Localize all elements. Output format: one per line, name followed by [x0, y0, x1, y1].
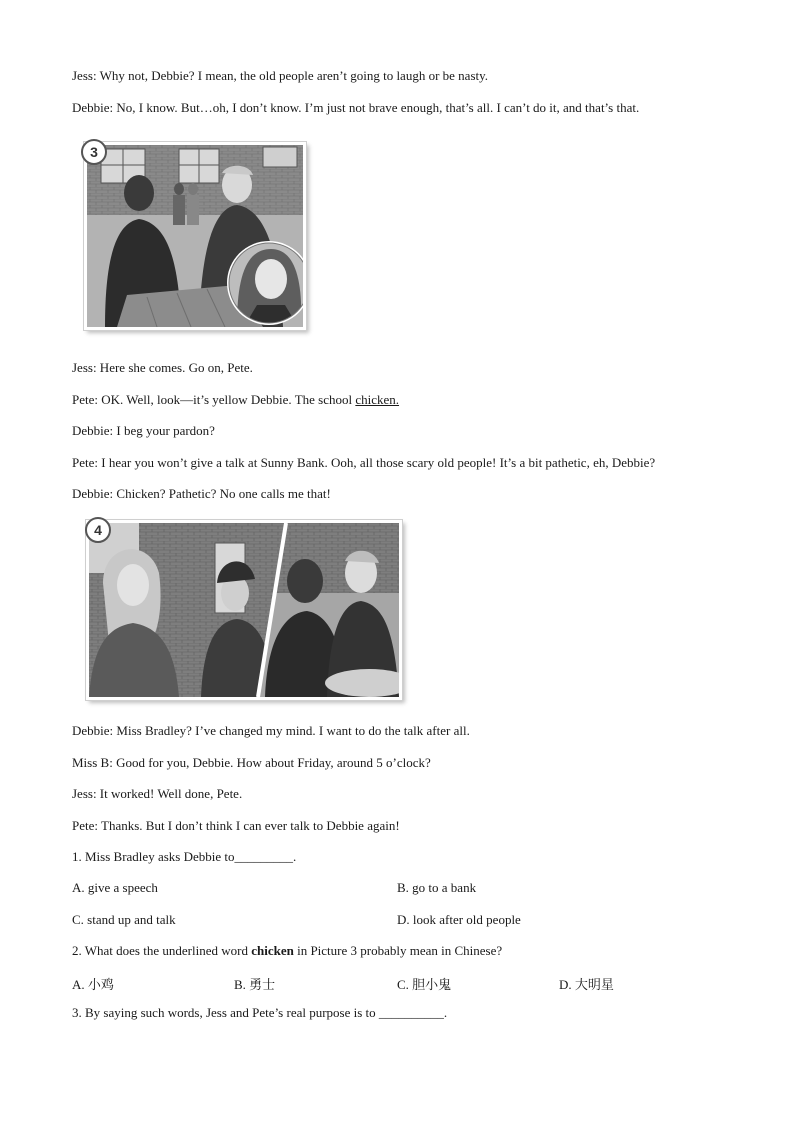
dialogue-line-debbie-3: Debbie: Chicken? Pathetic? No one calls me that!: [72, 486, 331, 501]
question-2-option-d[interactable]: D. 大明星: [559, 977, 614, 992]
dialogue-line-debbie-4: Debbie: Miss Bradley? I’ve changed my mind. I want to do the talk after all.: [72, 723, 470, 738]
question-2: [72, 943, 502, 959]
picture-4-illustration: [89, 523, 399, 697]
dialogue-line-miss-b: Miss B: Good for you, Debbie. How about Friday, around 5 o’clock?: [72, 755, 431, 770]
dialogue-line-pete-2: Pete: I hear you won’t give a talk at Sunny Bank. Ooh, all those scary old people! It’s a bit pathetic, eh, Debbie?: [72, 455, 656, 470]
question-1-option-d[interactable]: D. look after old people: [397, 912, 521, 927]
dialogue-line-jess-3: Jess: It worked! Well done, Pete.: [72, 786, 243, 801]
dialogue-line-debbie-2: Debbie: I beg your pardon?: [72, 423, 215, 438]
picture-4: [86, 520, 402, 700]
dialogue-line-jess-2: Jess: Here she comes. Go on, Pete.: [72, 360, 253, 375]
question-1-option-b[interactable]: B. go to a bank: [397, 880, 477, 895]
underlined-word-chicken: chicken.: [355, 392, 400, 407]
dialogue-line-pete-3: Pete: Thanks. But I don’t think I can ever talk to Debbie again!: [72, 818, 400, 833]
dialogue-line-jess-1: Jess: Why not, Debbie? I mean, the old people aren’t going to laugh or be nasty.: [72, 68, 489, 83]
question-2-option-b[interactable]: B. 勇士: [234, 977, 276, 992]
question-2-option-c[interactable]: C. 胆小鬼: [397, 977, 452, 992]
question-1-option-c[interactable]: C. stand up and talk: [72, 912, 176, 927]
picture-3: [84, 142, 306, 330]
question-2-bold-word: chicken: [251, 943, 294, 958]
question-1: 1. Miss Bradley asks Debbie to_________.: [72, 849, 297, 864]
dialogue-line-debbie-1: Debbie: No, I know. But…oh, I don’t know. I’m just not brave enough, that’s all. I can’t do it, and that’s that.: [72, 100, 640, 115]
question-1-option-a[interactable]: A. give a speech: [72, 880, 158, 895]
picture-3-number-badge: 3: [81, 139, 107, 165]
question-2-option-a[interactable]: A. 小鸡: [72, 977, 114, 992]
dialogue-line-pete-1: [72, 392, 399, 408]
question-2-prefix: 2. What does the underlined word: [72, 943, 252, 958]
question-2-suffix: in Picture 3 probably mean in Chinese?: [293, 943, 503, 958]
picture-4-number-badge: 4: [85, 517, 111, 543]
picture-3-illustration: [87, 145, 303, 327]
dialogue-line-pete-1-text: Pete: OK. Well, look—it’s yellow Debbie. The school: [72, 392, 356, 407]
question-3: 3. By saying such words, Jess and Pete’s real purpose is to __________.: [72, 1005, 448, 1020]
